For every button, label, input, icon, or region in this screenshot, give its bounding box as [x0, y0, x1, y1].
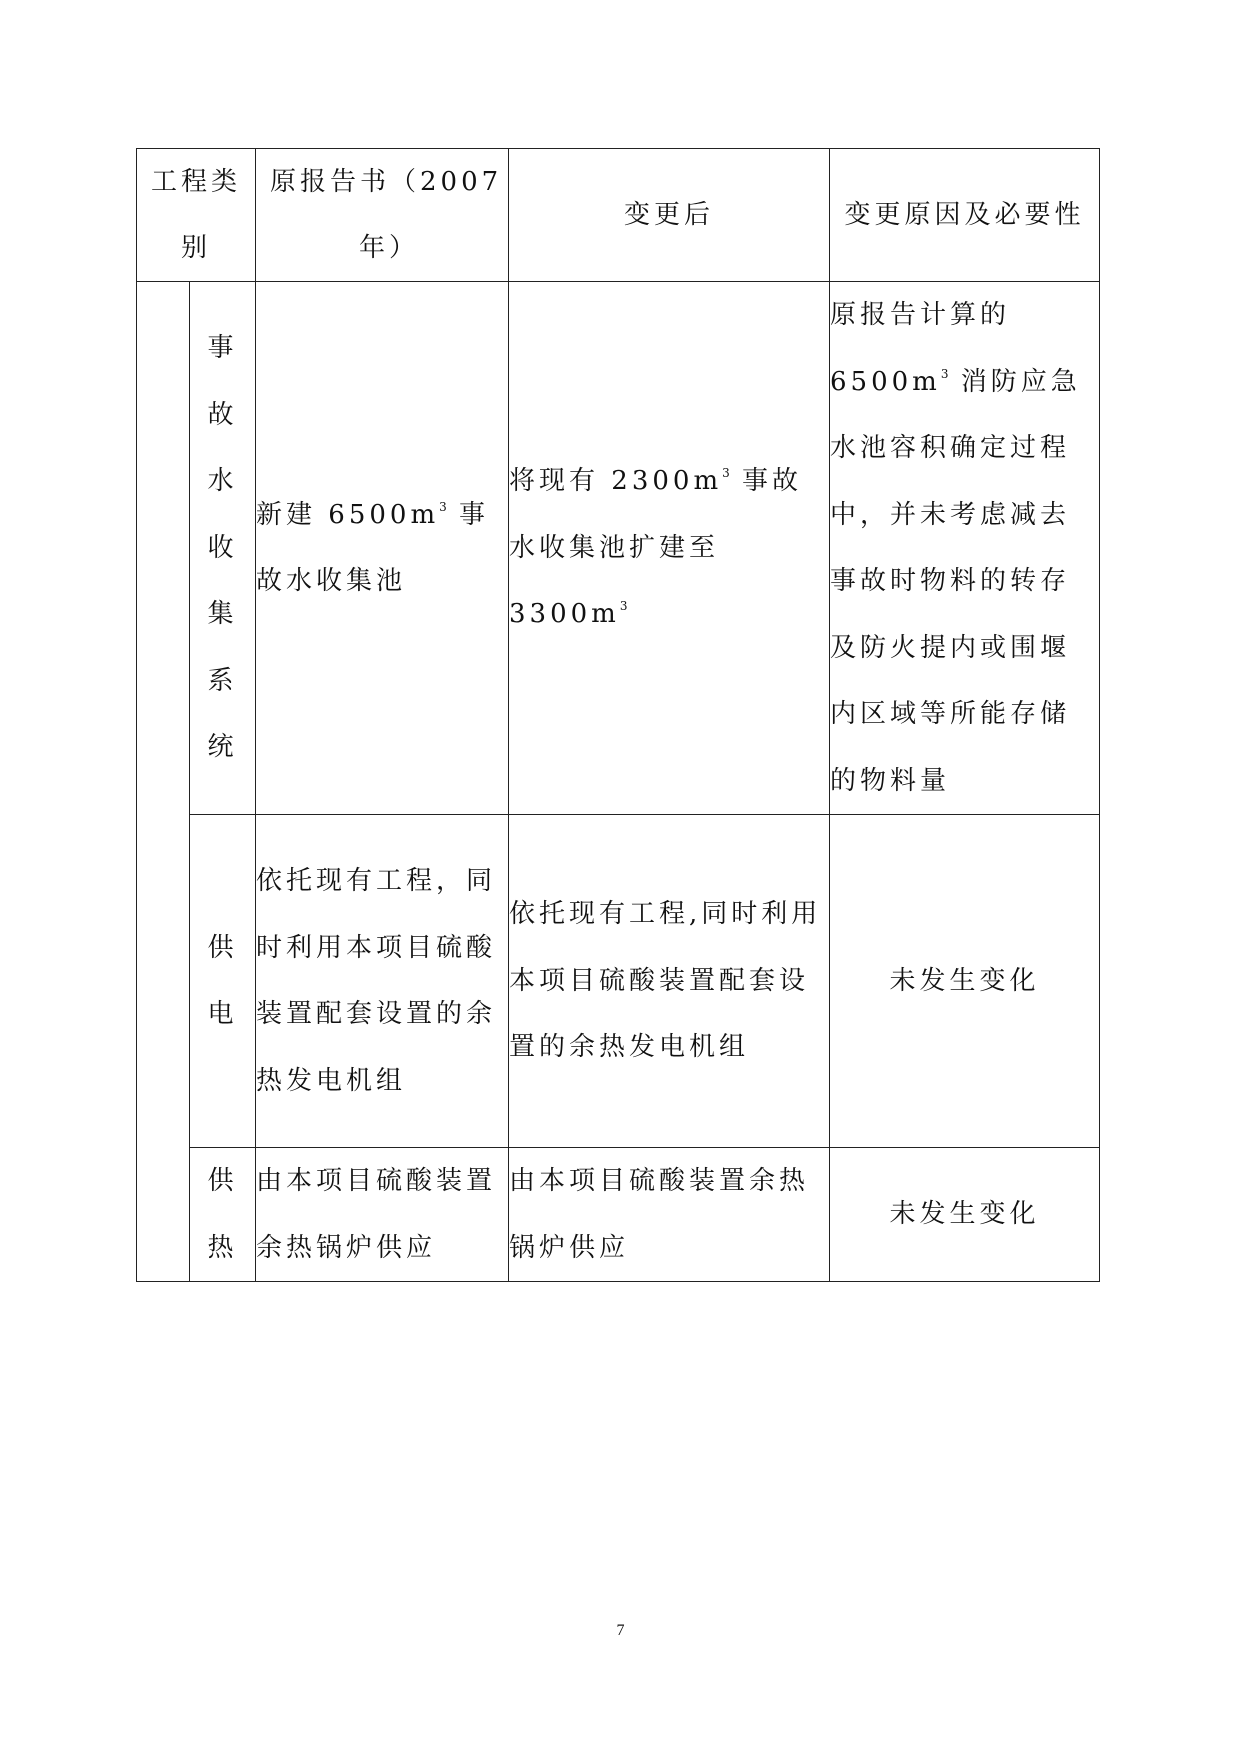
- after-text-mid: 事故水收集池扩建至 3300m: [509, 466, 803, 630]
- after-text-pre: 将现有 2300m: [509, 466, 723, 497]
- header-category-line1: 工程类: [151, 167, 242, 197]
- table-row: [137, 1148, 1100, 1282]
- header-reason: 变更原因及必要性: [830, 149, 1100, 282]
- row-name-char: 故: [207, 399, 238, 430]
- after-cell: 依托现有工程,同时利用本项目硫酸装置配套设置的余热发电机组: [509, 815, 830, 1148]
- row-name-char: 收: [207, 532, 238, 563]
- row-name-accident-water: [190, 282, 256, 815]
- original-cell: [256, 282, 509, 815]
- table-row: [137, 282, 1100, 815]
- after-cell: 由本项目硫酸装置余热锅炉供应: [509, 1148, 830, 1282]
- reason-text-post: 消防应急水池容积确定过程中，并未考虑减去事故时物料的转存及防火提内或围堰内区域等所能存储的物料量: [830, 366, 1081, 796]
- row-name-char: 系: [207, 665, 238, 696]
- page-number: 7: [616, 1622, 625, 1639]
- cube-superscript: 3: [722, 466, 730, 481]
- row-name-char: 水: [207, 466, 238, 497]
- row-name-char: 电: [207, 999, 238, 1029]
- table-header-row: [137, 149, 1100, 282]
- row-name-char: 统: [207, 732, 238, 763]
- after-cell: [509, 282, 830, 815]
- row-name-heat-supply: [190, 1148, 256, 1282]
- original-text-pre: 新建 6500m: [256, 499, 440, 530]
- row-name-char: 事: [207, 333, 238, 364]
- reason-cell: 未发生变化: [830, 1148, 1100, 1282]
- row-name-char: 热: [207, 1232, 238, 1263]
- row-name-char: 集: [207, 599, 238, 630]
- reason-cell: 未发生变化: [830, 815, 1100, 1148]
- reason-cell: [830, 282, 1100, 815]
- cube-superscript: 3: [619, 599, 628, 614]
- original-cell: 依托现有工程，同时利用本项目硫酸装置配套设置的余热发电机组: [256, 815, 509, 1148]
- header-original-report: [256, 149, 509, 282]
- header-project-category: [137, 149, 256, 282]
- row-name-char: 供: [207, 932, 238, 963]
- group-category-cell: [137, 282, 190, 1282]
- row-name-char: 供: [207, 1166, 238, 1196]
- header-original-line1: 原报告书（2007: [270, 167, 503, 197]
- cube-superscript: 3: [439, 499, 447, 514]
- header-original-line2: 年）: [359, 233, 420, 263]
- cube-superscript: 3: [940, 366, 949, 381]
- header-category-line2: 别: [181, 233, 212, 263]
- change-comparison-table: [136, 148, 1100, 1282]
- original-cell: 由本项目硫酸装置余热锅炉供应: [256, 1148, 509, 1282]
- header-after-change: 变更后: [509, 149, 830, 282]
- reason-text-pre: 原报告计算的 6500m: [830, 300, 1011, 397]
- original-text-post: 事故水收集池: [256, 499, 490, 596]
- table-row: [137, 815, 1100, 1148]
- row-name-power-supply: [190, 815, 256, 1148]
